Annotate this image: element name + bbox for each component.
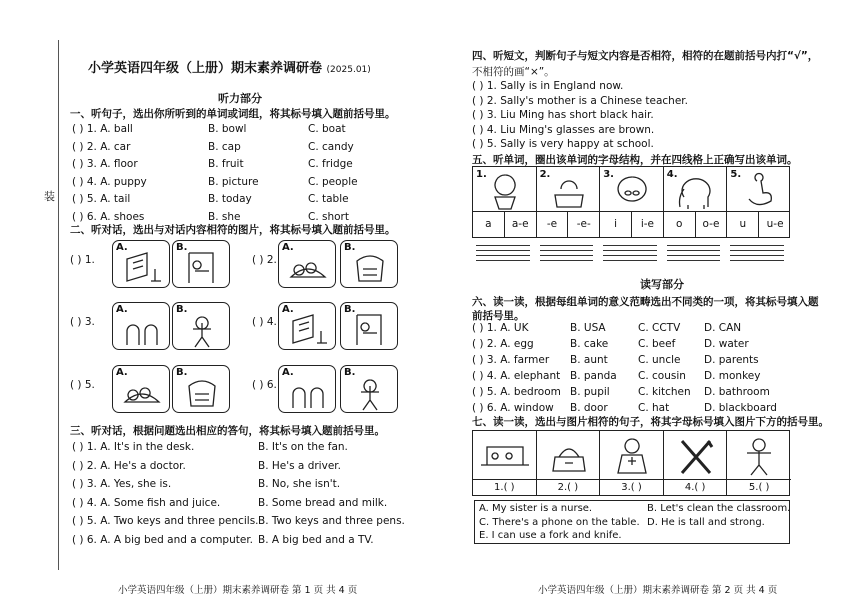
sec5-letter-option-3[interactable]: -e (537, 211, 569, 238)
writing-line[interactable] (540, 245, 594, 246)
sketch-illustration-icon (341, 303, 399, 351)
sec1-item-4-c: C. people (308, 175, 358, 188)
writing-line[interactable] (667, 255, 721, 256)
writing-line[interactable] (603, 245, 657, 246)
sec1-item-1-b: B. bowl (208, 123, 247, 135)
sec2-question-5[interactable]: ( ) 5. (70, 379, 95, 391)
sec1-item-3-c: C. fridge (308, 158, 353, 170)
sketch-illustration-icon (113, 241, 171, 289)
sec1-item-1-a[interactable]: ( ) 1. A. ball (72, 123, 133, 135)
sec5-picture-1 (473, 167, 537, 211)
sec3-item-3-a[interactable]: ( ) 3. A. Yes, she is. (72, 478, 172, 490)
sec2-question-3[interactable]: ( ) 3. (70, 316, 95, 328)
sec5-letter-option-10[interactable]: u-e (766, 218, 784, 230)
sec3-item-1-a[interactable]: ( ) 1. A. It's in the desk. (72, 441, 195, 453)
sec5-letter-option-1[interactable]: a (473, 211, 505, 238)
writing-line[interactable] (540, 255, 594, 256)
sec7-options-box (474, 500, 790, 544)
sec2-q5-picture-a[interactable] (112, 365, 170, 413)
section-2-title: 二、听对话，选出与对话内容相符的图片，将其标号填入题前括号里。 (70, 224, 396, 236)
sec1-item-4-b: B. picture (208, 175, 259, 188)
sec7-picture-5 (727, 431, 791, 495)
writing-line[interactable] (603, 250, 657, 251)
sec5-letter-option-4[interactable]: -e- (568, 211, 600, 238)
writing-line[interactable] (667, 260, 721, 261)
sec6-item-4-d: D. monkey (704, 370, 761, 382)
sec7-picture-4 (664, 431, 728, 495)
sec2-q3-picture-b[interactable] (172, 302, 230, 350)
right-page (450, 0, 860, 609)
writing-line[interactable] (730, 250, 784, 251)
cake-icon (537, 167, 601, 211)
sec6-item-6-d: D. blackboard (704, 402, 777, 414)
sec4-item-3[interactable]: ( ) 3. Liu Ming has short black hair. (472, 109, 654, 121)
sketch-illustration-icon (279, 366, 337, 414)
sec1-item-3-b: B. fruit (208, 158, 244, 170)
sec5-letter-option-8[interactable]: o-e (696, 211, 728, 238)
sec2-q4-picture-a[interactable] (278, 302, 336, 350)
picture-label: A. (282, 367, 294, 378)
sketch-illustration-icon (279, 241, 337, 289)
sec6-item-1-b: B. USA (570, 322, 606, 334)
sec4-item-2[interactable]: ( ) 2. Sally's mother is a Chinese teacher. (472, 94, 688, 107)
sec2-question-2[interactable]: ( ) 2. (252, 254, 277, 266)
sec1-item-5-a[interactable]: ( ) 5. A. tail (72, 193, 131, 205)
sec3-item-6-a[interactable]: ( ) 6. A. A big bed and a computer. (72, 533, 254, 546)
section-4-title-cont: 不相符的画“×”。 (472, 66, 555, 78)
sketch-illustration-icon (113, 303, 171, 351)
writing-line[interactable] (730, 255, 784, 256)
writing-line[interactable] (476, 260, 530, 261)
sec1-item-6-a[interactable]: ( ) 6. A. shoes (72, 210, 145, 223)
sec5-letter-option-6[interactable]: i-e (632, 211, 664, 238)
picture-label: B. (176, 304, 188, 315)
sec6-item-6-c: C. hat (638, 402, 670, 414)
sec1-item-1-c: C. boat (308, 123, 346, 135)
picture-label: B. (176, 367, 188, 378)
sketch-illustration-icon (173, 366, 231, 414)
sec7-picture-2 (537, 431, 601, 495)
sec4-item-1[interactable]: ( ) 1. Sally is in England now. (472, 80, 624, 92)
sec2-q3-picture-a[interactable] (112, 302, 170, 350)
sec6-item-1-c: C. CCTV (638, 322, 681, 334)
writing-line[interactable] (476, 245, 530, 246)
sec2-q1-picture-b[interactable] (172, 240, 230, 288)
writing-line[interactable] (730, 245, 784, 246)
sec7-answer-blank-2[interactable]: 2.( ) (537, 479, 600, 495)
sec2-question-4[interactable]: ( ) 4. (252, 316, 277, 328)
sec7-picture-1 (473, 431, 537, 495)
reading-writing-heading: 读写部分 (640, 278, 684, 291)
page-footer: 小学英语四年级（上册）期末素养调研卷 第 1 页 共 4 页 (118, 585, 358, 596)
writing-line[interactable] (667, 250, 721, 251)
picture-label: B. (344, 367, 356, 378)
sec7-option-left-3: E. I can use a fork and knife. (479, 530, 622, 541)
sketch-illustration-icon (279, 303, 337, 351)
sec6-item-2-c: C. beef (638, 338, 676, 350)
sec6-item-3-d: D. parents (704, 354, 759, 366)
sec5-picture-number: 2. (539, 169, 551, 180)
sec3-item-2-b: B. He's a driver. (258, 459, 341, 472)
sketch-illustration-icon (341, 241, 399, 289)
sec2-q5-picture-b[interactable] (172, 365, 230, 413)
writing-line[interactable] (603, 255, 657, 256)
sec2-q2-picture-b[interactable] (340, 240, 398, 288)
phone-icon (537, 431, 601, 477)
section-7-title: 七、读一读，选出与图片相符的句子，将其字母标号填入图片下方的括号里。 (472, 416, 829, 428)
fork-knife-icon (664, 431, 728, 477)
writing-line[interactable] (476, 255, 530, 256)
sec5-picture-number: 5. (730, 169, 742, 180)
sec6-item-5-d: D. bathroom (704, 386, 770, 398)
sec1-item-2-c: C. candy (308, 140, 354, 153)
sketch-illustration-icon (341, 366, 399, 414)
sec3-item-5-a[interactable]: ( ) 5. A. Two keys and three pencils. (72, 515, 259, 527)
sec6-item-2-b: B. cake (570, 338, 609, 350)
sec7-answer-blank-1[interactable]: 1.( ) (473, 479, 536, 495)
binding-line (58, 40, 59, 570)
sec1-item-5-b: B. today (208, 193, 252, 205)
sec6-item-5-b: B. pupil (570, 386, 610, 398)
sec7-option-left-1: A. My sister is a nurse. (479, 503, 593, 514)
sec1-item-2-a[interactable]: ( ) 2. A. car (72, 140, 131, 153)
sec5-letter-option-9[interactable]: u (727, 211, 759, 238)
writing-line[interactable] (667, 245, 721, 246)
sketch-illustration-icon (173, 303, 231, 351)
section-6-title: 六、读一读，根据每组单词的意义范畴选出不同类的一项，将其标号填入题 (472, 296, 819, 308)
sec1-item-6-c: C. short (308, 210, 349, 223)
sec6-item-4-c: C. cousin (638, 370, 686, 382)
sec1-item-4-a[interactable]: ( ) 4. A. puppy (72, 175, 147, 188)
sec3-item-4-a[interactable]: ( ) 4. A. Some fish and juice. (72, 496, 221, 509)
sec6-item-1-d: D. CAN (704, 322, 742, 334)
sketch-illustration-icon (173, 241, 231, 289)
sec6-item-1-a[interactable]: ( ) 1. A. UK (472, 322, 529, 334)
sec2-q1-picture-a[interactable] (112, 240, 170, 288)
sec7-option-left-2: C. There's a phone on the table. (479, 516, 640, 528)
strong-boy-icon (727, 431, 791, 477)
writing-line[interactable] (603, 260, 657, 261)
writing-line[interactable] (730, 260, 784, 261)
picture-label: B. (344, 242, 356, 253)
sec7-answer-blank-5[interactable]: 5.( ) (727, 479, 791, 495)
sec3-item-6-b: B. A big bed and a TV. (258, 533, 374, 546)
sec5-picture-number: 4. (666, 169, 678, 180)
sec7-answer-blank-3[interactable]: 3.( ) (600, 479, 663, 495)
sec3-item-4-b: B. Some bread and milk. (258, 496, 388, 509)
sec2-q4-picture-b[interactable] (340, 302, 398, 350)
sec1-item-6-b: B. she (208, 210, 241, 223)
sec6-item-4-b: B. panda (570, 370, 617, 382)
page-title: 小学英语四年级（上册）期末素养调研卷 (2025.01) (88, 61, 371, 76)
sec5-letter-option-7[interactable]: o (664, 211, 696, 238)
sec2-question-1[interactable]: ( ) 1. (70, 254, 95, 266)
section-6-title-cont: 前括号里。 (472, 310, 525, 322)
elephant-icon (664, 167, 728, 211)
exam-date: (2025.01) (326, 65, 371, 75)
sec5-picture-3 (600, 167, 664, 211)
sec2-q2-picture-a[interactable] (278, 240, 336, 288)
sec7-picture-3 (600, 431, 664, 495)
sec6-item-2-d: D. water (704, 338, 749, 350)
sec5-picture-5 (727, 167, 791, 211)
sec3-item-1-b: B. It's on the fan. (258, 441, 348, 453)
sec6-item-6-b: B. door (570, 402, 608, 414)
sec6-item-3-b: B. aunt (570, 354, 608, 366)
picture-label: A. (116, 242, 128, 253)
writing-line[interactable] (540, 260, 594, 261)
duck-icon (727, 167, 791, 211)
sec5-picture-4 (664, 167, 728, 211)
sec5-letter-option-5[interactable]: i (600, 211, 632, 238)
sec2-question-6[interactable]: ( ) 6. (252, 379, 277, 391)
sec7-option-right-1: B. Let's clean the classroom. (647, 503, 791, 514)
picture-label: A. (282, 242, 294, 253)
sec6-item-6-a[interactable]: ( ) 6. A. window (472, 402, 554, 414)
sec2-q6-picture-b[interactable] (340, 365, 398, 413)
sec7-option-right-2: D. He is tall and strong. (647, 516, 765, 528)
writing-line[interactable] (476, 250, 530, 251)
section-1-title: 一、听句子，选出你所听到的单词或词组，将其标号填入题前括号里。 (70, 108, 396, 120)
sec1-item-3-a[interactable]: ( ) 3. A. floor (72, 158, 138, 170)
sec1-item-5-c: C. table (308, 193, 349, 205)
sec7-answer-blank-4[interactable]: 4.( ) (664, 479, 727, 495)
picture-label: A. (116, 367, 128, 378)
sec5-picture-number: 3. (603, 169, 614, 180)
sec1-item-2-b: B. cap (208, 140, 241, 153)
section-5-title: 五、听单词，圈出该单词的字母结构，并在四线格上正确写出该单词。 (472, 154, 798, 166)
sec3-item-5-b: B. Two keys and three pens. (258, 515, 405, 527)
listening-part-heading: 听力部分 (218, 92, 262, 105)
doll-icon (473, 167, 537, 211)
section-3-title: 三、听对话，根据问题选出相应的答句，将其标号填入题前括号里。 (70, 425, 385, 437)
sec5-picture-2 (537, 167, 601, 211)
section-4-title: 四、听短文，判断句子与短文内容是否相符，相符的在题前括号内打“√”， (472, 50, 819, 62)
pig-icon (600, 167, 664, 211)
sec3-item-2-a[interactable]: ( ) 2. A. He's a doctor. (72, 459, 186, 472)
sec6-item-5-c: C. kitchen (638, 386, 691, 398)
nurse-icon (600, 431, 664, 477)
picture-label: B. (176, 242, 188, 253)
sec2-q6-picture-a[interactable] (278, 365, 336, 413)
sec5-picture-number: 1. (476, 169, 487, 180)
sec6-item-5-a[interactable]: ( ) 5. A. bedroom (472, 386, 561, 398)
sec5-letter-option-2[interactable]: a-e (505, 211, 537, 238)
sec6-item-4-a[interactable]: ( ) 4. A. elephant (472, 370, 561, 382)
classroom-icon (473, 431, 537, 477)
picture-label: B. (344, 304, 356, 315)
sec6-item-3-a[interactable]: ( ) 3. A. farmer (472, 354, 550, 366)
sec4-item-4[interactable]: ( ) 4. Liu Ming's glasses are brown. (472, 123, 655, 136)
page-footer: 小学英语四年级（上册）期末素养调研卷 第 2 页 共 4 页 (538, 585, 778, 596)
sketch-illustration-icon (113, 366, 171, 414)
picture-label: A. (282, 304, 294, 315)
sec6-item-2-a[interactable]: ( ) 2. A. egg (472, 338, 534, 350)
binding-mark: 装 (44, 190, 55, 203)
section-7-picture-table (472, 430, 790, 496)
sec4-item-5[interactable]: ( ) 5. Sally is very happy at school. (472, 138, 654, 150)
sec6-item-3-c: C. uncle (638, 354, 681, 366)
sec3-item-3-b: B. No, she isn't. (258, 478, 341, 490)
picture-label: A. (116, 304, 128, 315)
writing-line[interactable] (540, 250, 594, 251)
section-5-table (472, 166, 790, 238)
